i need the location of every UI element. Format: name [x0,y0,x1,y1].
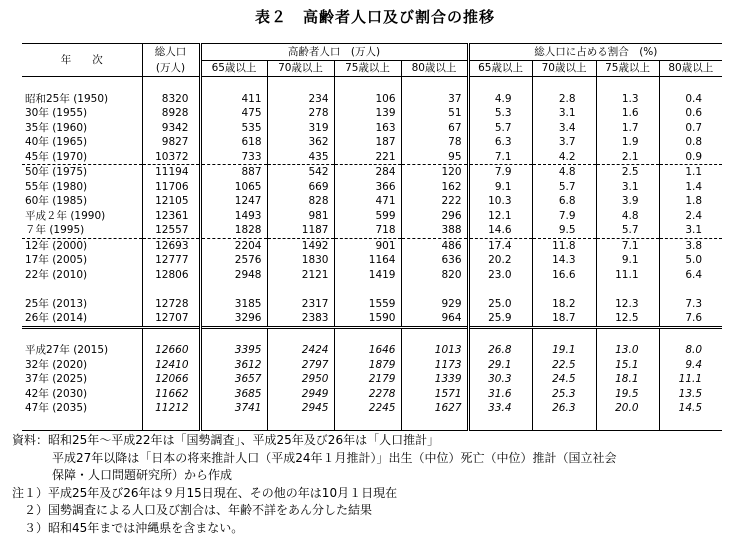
cell-s70: 25.3 [532,387,596,402]
row-spacer [22,282,722,297]
cell-p80: 1339 [401,372,468,387]
source-line: 資料：昭和25年～平成22年は「国勢調査」、平成25年及び26年は「人口推計」 [12,433,440,447]
cell-p75: 2245 [334,401,401,416]
cell-p70: 234 [267,92,334,107]
cell-p65: 2204 [200,238,267,253]
cell-year: 42年 (2030) [25,387,88,400]
cell-year: 35年 (1960) [25,121,88,134]
cell-p65: 475 [200,106,267,121]
header-age-col: 65歳以上 [468,60,532,77]
cell-s80: 1.1 [659,165,722,180]
cell-s70: 18.7 [532,311,596,327]
cell-year: 50年 (1975) [22,165,142,180]
cell-s70: 22.5 [532,358,596,373]
cell-p80: 964 [401,311,468,327]
cell-p65: 1065 [200,180,267,195]
cell-total: 9827 [142,135,200,150]
cell-s75: 2.5 [596,165,659,180]
cell-s75: 1.6 [596,106,659,121]
cell-total: 12105 [142,194,200,209]
cell-p75: 139 [334,106,401,121]
cell-s80: 3.8 [659,238,722,253]
cell-p65: 887 [200,165,267,180]
cell-p80: 929 [401,297,468,312]
cell-p75: 1646 [334,343,401,358]
cell-p65: 535 [200,121,267,136]
cell-total: 12806 [142,268,200,283]
cell-s70: 16.6 [532,268,596,283]
cell-s70: 3.1 [532,106,596,121]
cell-total: 12693 [142,238,200,253]
cell-p65: 3395 [200,343,267,358]
table-row [22,253,722,268]
cell-p80: 222 [401,194,468,209]
cell-s75: 18.1 [596,372,659,387]
header-age-col: 80歳以上 [401,60,468,77]
cell-s75: 13.0 [596,343,659,358]
source-line: 平成27年以降は「日本の将来推計人口（平成24年１月推計）」出生（中位）死亡（中位）推計（国立社会 [52,450,617,465]
cell-p70: 2317 [267,297,334,312]
cell-s75: 1.7 [596,121,659,136]
cell-p80: 78 [401,135,468,150]
cell-p70: 2797 [267,358,334,373]
cell-s65: 12.1 [468,209,532,224]
cell-s70: 3.7 [532,135,596,150]
cell-p70: 2950 [267,372,334,387]
table-row [22,268,722,283]
cell-p80: 1013 [401,343,468,358]
cell-p75: 2179 [334,372,401,387]
cell-p75: 2278 [334,387,401,402]
cell-s65: 20.2 [468,253,532,268]
cell-s65: 26.8 [468,343,532,358]
table-row [22,358,722,373]
cell-total: 8320 [142,92,200,107]
cell-p65: 2576 [200,253,267,268]
cell-year: 25年 (2013) [25,297,88,310]
cell-s80: 11.1 [659,372,722,387]
table-row [22,238,722,253]
cell-s75: 2.1 [596,150,659,165]
cell-p65: 618 [200,135,267,150]
header-total [142,44,200,77]
cell-s75: 3.9 [596,194,659,209]
cell-s75: 5.7 [596,223,659,238]
cell-total: 9342 [142,121,200,136]
cell-p70: 2949 [267,387,334,402]
cell-total: 8928 [142,106,200,121]
cell-p70: 2424 [267,343,334,358]
cell-s80: 7.6 [659,311,722,327]
cell-p80: 37 [401,92,468,107]
cell-s80: 9.4 [659,358,722,373]
table-row [22,297,722,312]
cell-s75: 15.1 [596,358,659,373]
cell-s80: 8.0 [659,343,722,358]
source-line: 保障・人口問題研究所）から作成 [52,468,233,482]
cell-year: 32年 (2020) [25,358,88,371]
cell-total: 12410 [142,358,200,373]
cell-s70: 5.7 [532,180,596,195]
cell-year: 37年 (2025) [25,373,88,385]
cell-p70: 2383 [267,311,334,327]
row-spacer [22,416,722,431]
cell-s80: 14.5 [659,401,722,416]
cell-p65: 3741 [200,401,267,416]
cell-s80: 5.0 [659,253,722,268]
cell-p70: 435 [267,150,334,165]
cell-p70: 1492 [267,238,334,253]
header-age-col: 70歳以上 [532,60,596,77]
cell-s65: 4.9 [468,92,532,107]
cell-s75: 4.8 [596,209,659,224]
cell-p65: 3612 [200,358,267,373]
cell-s75: 1.3 [596,92,659,107]
cell-p75: 284 [334,165,401,180]
cell-s65: 9.1 [468,180,532,195]
cell-s65: 33.4 [468,401,532,416]
cell-s65: 17.4 [468,238,532,253]
cell-s70: 9.5 [532,223,596,238]
cell-year: 17年 (2005) [25,254,88,266]
cell-s65: 31.6 [468,387,532,402]
cell-p70: 319 [267,121,334,136]
cell-p65: 3657 [200,372,267,387]
cell-s65: 30.3 [468,372,532,387]
header-age-col: 80歳以上 [659,60,722,77]
cell-p80: 388 [401,223,468,238]
cell-year: 30年 (1955) [25,107,88,119]
cell-s80: 1.8 [659,194,722,209]
note-line: ２）国勢調査による人口及び割合は、年齢不詳をあん分した結果 [24,503,373,517]
cell-p65: 3185 [200,297,267,312]
cell-total: 12707 [142,311,200,327]
cell-p75: 471 [334,194,401,209]
table-row [22,165,722,180]
cell-year: 26年 (2014) [25,312,88,324]
cell-p70: 1187 [267,223,334,238]
cell-p65: 411 [200,92,267,107]
header-age-col: 75歳以上 [334,60,401,77]
cell-p80: 636 [401,253,468,268]
cell-s75: 12.3 [596,297,659,312]
header-total-label: 総人口 [154,46,187,58]
cell-s80: 0.4 [659,92,722,107]
cell-s80: 13.5 [659,387,722,402]
table-title: 表２ 高齢者人口及び割合の推移 [254,8,495,26]
cell-p75: 1590 [334,311,401,327]
cell-total: 12066 [142,372,200,387]
cell-total: 12660 [142,343,200,358]
table-row [22,223,722,238]
table-row [22,343,722,358]
cell-p75: 901 [334,238,401,253]
table-row [22,209,722,224]
cell-s65: 5.3 [468,106,532,121]
header-year: 年 次 [22,44,142,77]
cell-p75: 1164 [334,253,401,268]
cell-p65: 1493 [200,209,267,224]
cell-s75: 19.5 [596,387,659,402]
table-row [22,372,722,387]
cell-year: ７年 (1995) [25,224,85,236]
cell-s65: 29.1 [468,358,532,373]
cell-s70: 24.5 [532,372,596,387]
cell-s80: 2.4 [659,209,722,224]
cell-s80: 7.3 [659,297,722,312]
cell-total: 11662 [142,387,200,402]
cell-s65: 23.0 [468,268,532,283]
cell-s80: 0.9 [659,150,722,165]
cell-total: 12777 [142,253,200,268]
cell-s65: 7.9 [468,165,532,180]
cell-p70: 669 [267,180,334,195]
cell-p80: 67 [401,121,468,136]
cell-p80: 95 [401,150,468,165]
cell-p70: 2945 [267,401,334,416]
cell-s70: 4.8 [532,165,596,180]
cell-p75: 163 [334,121,401,136]
cell-s70: 4.2 [532,150,596,165]
cell-p80: 51 [401,106,468,121]
cell-s70: 19.1 [532,343,596,358]
cell-p65: 1247 [200,194,267,209]
cell-p65: 733 [200,150,267,165]
table-row [22,387,722,402]
header-total-unit: (万人) [155,62,186,74]
cell-s75: 11.1 [596,268,659,283]
cell-total: 12557 [142,223,200,238]
table-row [22,311,722,327]
cell-p70: 981 [267,209,334,224]
row-spacer [22,327,722,343]
cell-p80: 120 [401,165,468,180]
table-row [22,121,722,136]
table-row [22,401,722,416]
cell-p75: 187 [334,135,401,150]
cell-p65: 3296 [200,311,267,327]
cell-p70: 278 [267,106,334,121]
header-age-col: 65歳以上 [200,60,267,77]
cell-p80: 486 [401,238,468,253]
header-age-col: 70歳以上 [267,60,334,77]
cell-s80: 0.7 [659,121,722,136]
cell-year: 平成27年 (2015) [25,344,109,356]
cell-s70: 14.3 [532,253,596,268]
cell-s75: 20.0 [596,401,659,416]
elderly-population-table [22,43,722,431]
cell-s80: 6.4 [659,268,722,283]
cell-p75: 106 [334,92,401,107]
note-line: ３）昭和45年までは沖縄県を含まない。 [24,520,244,535]
cell-p75: 1559 [334,297,401,312]
cell-s70: 7.9 [532,209,596,224]
cell-s70: 11.8 [532,238,596,253]
cell-year: 45年 (1970) [25,150,88,163]
cell-p75: 221 [334,150,401,165]
cell-s75: 7.1 [596,238,659,253]
cell-year: 昭和25年 (1950) [25,92,109,105]
table-row [22,135,722,150]
cell-s65: 14.6 [468,223,532,238]
cell-s65: 6.3 [468,135,532,150]
table-row [22,194,722,209]
cell-total: 11212 [142,401,200,416]
cell-year: 40年 (1965) [25,136,88,148]
cell-s65: 7.1 [468,150,532,165]
table-row [22,150,722,165]
cell-s80: 3.1 [659,223,722,238]
header-elderly-group: 高齢者人口 (万人) [200,44,468,61]
cell-total: 11194 [142,165,200,180]
cell-p65: 2948 [200,268,267,283]
cell-s65: 10.3 [468,194,532,209]
cell-p65: 1828 [200,223,267,238]
cell-total: 12361 [142,209,200,224]
cell-year: 55年 (1980) [25,180,88,193]
cell-s75: 9.1 [596,253,659,268]
cell-s80: 0.6 [659,106,722,121]
cell-p75: 1879 [334,358,401,373]
cell-p70: 542 [267,165,334,180]
cell-p80: 1627 [401,401,468,416]
cell-year: 47年 (2035) [25,402,88,414]
cell-p75: 718 [334,223,401,238]
cell-s70: 18.2 [532,297,596,312]
cell-p65: 3685 [200,387,267,402]
cell-p75: 599 [334,209,401,224]
notes [12,432,742,537]
note-line: 注１）平成25年及び26年は９月15日現在、その他の年は10月１日現在 [12,485,398,500]
cell-total: 11706 [142,180,200,195]
table-row [22,180,722,195]
cell-s65: 5.7 [468,121,532,136]
cell-year: 22年 (2010) [25,268,88,281]
cell-p70: 2121 [267,268,334,283]
cell-s70: 6.8 [532,194,596,209]
cell-s75: 3.1 [596,180,659,195]
cell-s70: 26.3 [532,401,596,416]
cell-s75: 1.9 [596,135,659,150]
header-age-col: 75歳以上 [596,60,659,77]
row-spacer [22,77,722,92]
header-row-groups [22,44,722,61]
table-row [22,92,722,107]
cell-year: 12年 (2000) [22,238,142,253]
cell-s65: 25.9 [468,311,532,327]
cell-p80: 1571 [401,387,468,402]
cell-p80: 1173 [401,358,468,373]
cell-total: 10372 [142,150,200,165]
cell-year: 60年 (1985) [25,195,88,207]
cell-p75: 366 [334,180,401,195]
cell-year: 平成２年 (1990) [25,209,106,222]
cell-s75: 12.5 [596,311,659,327]
table-row [22,106,722,121]
cell-s80: 0.8 [659,135,722,150]
cell-s70: 3.4 [532,121,596,136]
cell-p70: 362 [267,135,334,150]
cell-p70: 1830 [267,253,334,268]
cell-p80: 296 [401,209,468,224]
header-share-group: 総人口に占める割合 (%) [468,44,722,61]
cell-p80: 162 [401,180,468,195]
cell-p70: 828 [267,194,334,209]
cell-s80: 1.4 [659,180,722,195]
cell-p75: 1419 [334,268,401,283]
cell-total: 12728 [142,297,200,312]
cell-s70: 2.8 [532,92,596,107]
cell-p80: 820 [401,268,468,283]
cell-s65: 25.0 [468,297,532,312]
